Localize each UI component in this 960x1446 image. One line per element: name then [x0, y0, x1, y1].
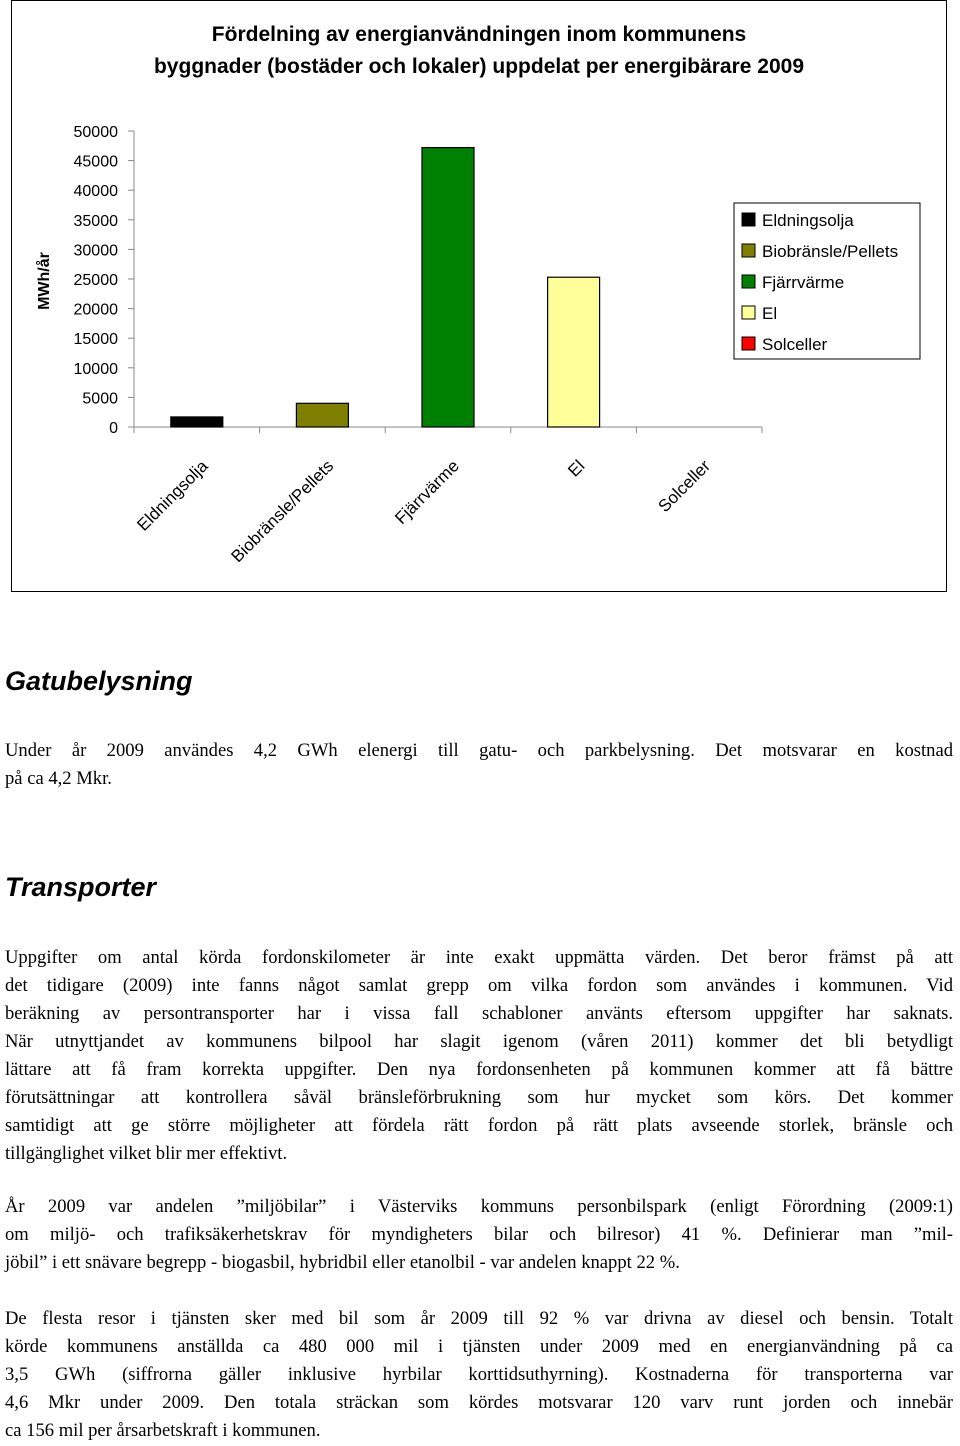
- text-line: lättare att få fram korrekta uppgifter. Den nya fordonsenheten på kommunen kommer att få bättre: [5, 1059, 953, 1080]
- legend-label: El: [762, 304, 778, 323]
- legend-label: Solceller: [762, 335, 828, 354]
- bar-el: [548, 277, 600, 427]
- bar-eldningsolja: [171, 417, 223, 427]
- legend-label: Biobränsle/Pellets: [762, 242, 899, 261]
- heading-gatubelysning: Gatubelysning: [5, 666, 193, 696]
- text-line: De flesta resor i tjänsten sker med bil som år 2009 till 92 % var drivna av diesel och bensin. Totalt: [5, 1308, 953, 1329]
- legend-swatch: [742, 244, 755, 257]
- bar-fjärrvärme: [422, 148, 474, 427]
- text-line: 3,5 GWh (siffrorna gäller inklusive hyrbilar korttidsuthyrning). Kostnaderna för transporterna var: [5, 1364, 953, 1385]
- text-line: Under år 2009 användes 4,2 GWh elenergi till gatu- och parkbelysning. Det motsvarar en kostnad: [5, 740, 953, 761]
- x-tick-label: Solceller: [654, 456, 715, 516]
- y-tick-label: 40000: [73, 183, 118, 201]
- text-line: När utnyttjandet av kommunens bilpool har slagit igenom (våren 2011) kommer det bli betydligt: [5, 1031, 953, 1052]
- text-line: om miljö- och trafiksäkerhetskrav för myndigheters bilar och bilresor) 41 %. Definierar man ”mil-: [5, 1224, 953, 1245]
- y-tick-label: 25000: [73, 272, 118, 289]
- x-tick-label: El: [564, 456, 589, 481]
- chart-plot: [12, 1, 946, 591]
- text-line: Uppgifter om antal körda fordonskilometer är inte exakt uppmätta värden. Det beror främst på att: [5, 947, 953, 968]
- y-tick-label: 10000: [73, 360, 118, 378]
- y-tick-label: 30000: [73, 242, 118, 260]
- energy-chart: [11, 0, 947, 592]
- y-tick-label: 5000: [82, 390, 118, 408]
- heading-transporter: Transporter: [5, 872, 157, 902]
- text-line: ca 156 mil per årsarbetskraft i kommunen.: [5, 1420, 321, 1441]
- text-line: År 2009 var andelen ”miljöbilar” i Västerviks kommuns personbilspark (enligt Förordning (2009:1): [5, 1196, 953, 1217]
- x-tick-label: Biobränsle/Pellets: [227, 456, 338, 567]
- paragraph-transporter-3: [5, 1305, 953, 1445]
- text-line: körde kommunens anställda ca 480 000 mil i tjänsten under 2009 med en energianvändning på ca: [5, 1336, 953, 1357]
- x-tick-label: Fjärrvärme: [391, 456, 463, 528]
- chart-title-line-2: byggnader (bostäder och lokaler) uppdelat per energibärare 2009: [153, 55, 805, 78]
- text-line: på ca 4,2 Mkr.: [5, 768, 112, 789]
- bar-biobränsle-pellets: [296, 403, 348, 427]
- legend-label: Fjärrvärme: [762, 273, 845, 292]
- y-tick-label: 35000: [73, 212, 118, 230]
- paragraph-gatubelysning: [5, 737, 953, 793]
- y-tick-label: 50000: [73, 124, 118, 141]
- legend-swatch: [742, 337, 755, 350]
- text-line: samtidigt att ge större möjligheter att fördela rätt fordon på rätt plats avseende storlek, bränsle och: [5, 1115, 953, 1136]
- legend-swatch: [742, 306, 755, 319]
- text-line: jöbil” i ett snävare begrepp - biogasbil, hybridbil eller etanolbil - var andelen knappt 22 %.: [5, 1252, 680, 1273]
- paragraph-transporter-1: [5, 944, 953, 1168]
- y-tick-label: 15000: [73, 331, 118, 349]
- text-line: förutsättningar att kontrollera såväl bränsleförbrukning som hur mycket som körs. Det kommer: [5, 1087, 953, 1108]
- y-tick-label: 20000: [73, 301, 118, 319]
- paragraph-transporter-2: [5, 1193, 953, 1277]
- x-tick-label: Eldningsolja: [133, 456, 212, 535]
- y-axis-label: MWh/år: [36, 252, 53, 310]
- text-line: beräkning av persontransporter har i vissa fall schabloner använts eftersom uppgifter har saknats.: [5, 1003, 953, 1024]
- legend-swatch: [742, 275, 755, 288]
- chart-title-line-1: Fördelning av energianvändningen inom kommunens: [211, 23, 747, 46]
- text-line: 4,6 Mkr under 2009. Den totala sträckan som kördes motsvarar 120 varv runt jorden och innebär: [5, 1392, 953, 1413]
- legend-label: Eldningsolja: [762, 211, 854, 230]
- legend-swatch: [742, 213, 755, 226]
- text-line: det tidigare (2009) inte fanns något samlat grepp om vilka fordon som användes i kommunen. Vid: [5, 975, 953, 996]
- text-line: tillgänglighet vilket blir mer effektivt.: [5, 1143, 288, 1164]
- y-tick-label: 0: [109, 420, 118, 437]
- y-tick-label: 45000: [73, 153, 118, 171]
